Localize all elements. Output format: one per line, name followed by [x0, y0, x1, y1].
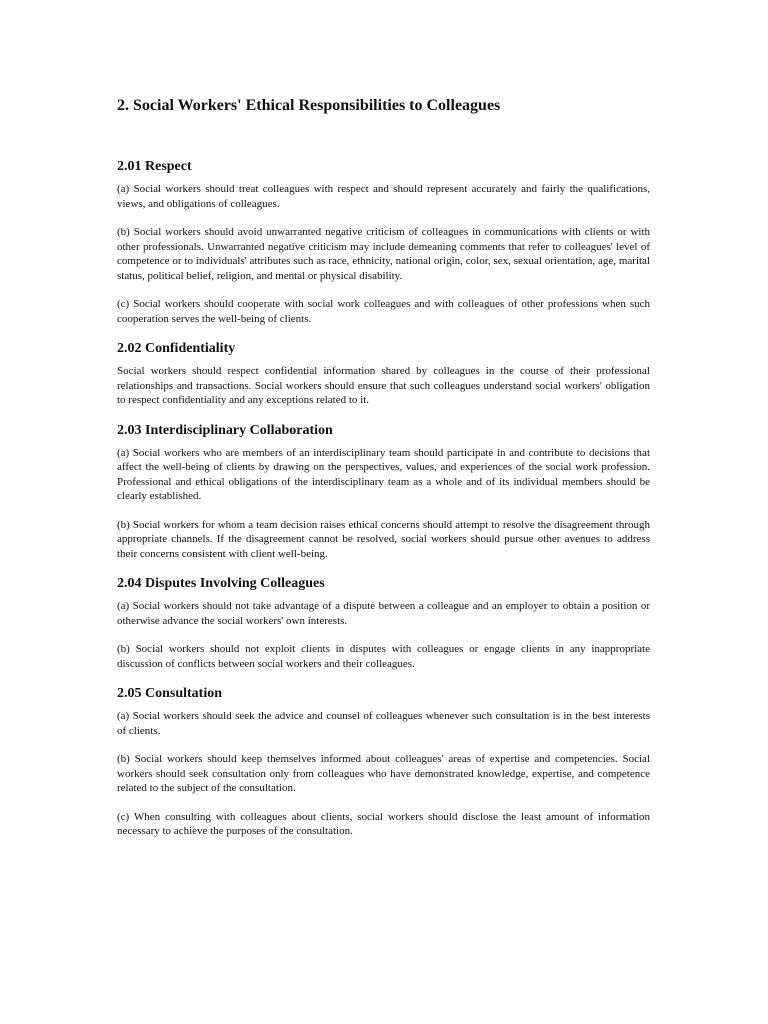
paragraph: (a) Social workers should treat colleagues with respect and should represent accurately and fairly the qualifications, views, and obligations of colleagues.: [117, 183, 650, 210]
section-consultation: [117, 685, 650, 839]
paragraph: (c) Social workers should cooperate with social work colleagues and with colleagues of other professions when such cooperation serves the well-being of clients.: [117, 298, 650, 325]
paragraph: (a) Social workers should not take advantage of a dispute between a colleague and an employer to obtain a position or otherwise advance the social workers' own interests.: [117, 600, 650, 627]
section-heading: 2.05 Consultation: [117, 686, 223, 701]
paragraph: (c) When consulting with colleagues about clients, social workers should disclose the least amount of information necessary to achieve the purposes of the consultation.: [117, 810, 650, 837]
paragraph: (a) Social workers who are members of an interdisciplinary team should participate in and contribute to decisions that affect the well-being of clients by drawing on the perspectives, values, and experiences of the social work profession. Professional and ethical obligations of the interdisciplinary team as a whole and of its individual members should be clearly established.: [117, 446, 650, 502]
section-heading: 2.02 Confidentiality: [117, 341, 236, 356]
section-disputes-involving-colleagues: [117, 575, 650, 671]
paragraph: Social workers should respect confidential information shared by colleagues in the course of their professional relationships and transactions. Social workers should ensure that such colleagues understand social workers' obligation to respect confidentiality and any exceptions related to it.: [117, 365, 650, 406]
paragraph: (b) Social workers should avoid unwarranted negative criticism of colleagues in communications with clients or with other professionals. Unwarranted negative criticism may include demeaning comments that refer to colleagues' level of competence or to individuals' attributes such as race, ethnicity, national origin, color, sex, sexual orientation, age, marital status, political belief, religion, and mental or physical disability.: [117, 226, 650, 282]
paragraph: (b) Social workers should not exploit clients in disputes with colleagues or engage clients in any inappropriate discussion of conflicts between social workers and their colleagues.: [117, 643, 650, 670]
section-heading: 2.04 Disputes Involving Colleagues: [117, 576, 325, 591]
document-title: 2. Social Workers' Ethical Responsibilities to Colleagues: [117, 97, 501, 114]
section-heading: 2.03 Interdisciplinary Collaboration: [117, 422, 333, 438]
paragraph: (b) Social workers should keep themselves informed about colleagues' areas of expertise and competencies. Social workers should seek consultation only from colleagues who have demonstrated knowledge, expertise, and competence related to the subject of the consultation.: [117, 753, 650, 794]
paragraph: (b) Social workers for whom a team decision raises ethical concerns should attempt to resolve the disagreement through appropriate channels. If the disagreement cannot be resolved, social workers should pursue other avenues to address their concerns consistent with client well-being.: [117, 518, 650, 560]
section-heading: 2.01 Respect: [117, 159, 192, 174]
section-respect: [117, 158, 650, 326]
section-interdisciplinary-collaboration: [117, 422, 650, 562]
paragraph: (a) Social workers should seek the advice and counsel of colleagues whenever such consultation is in the best interests of clients.: [117, 710, 650, 737]
document-content: [117, 96, 650, 853]
section-confidentiality: [117, 340, 650, 408]
